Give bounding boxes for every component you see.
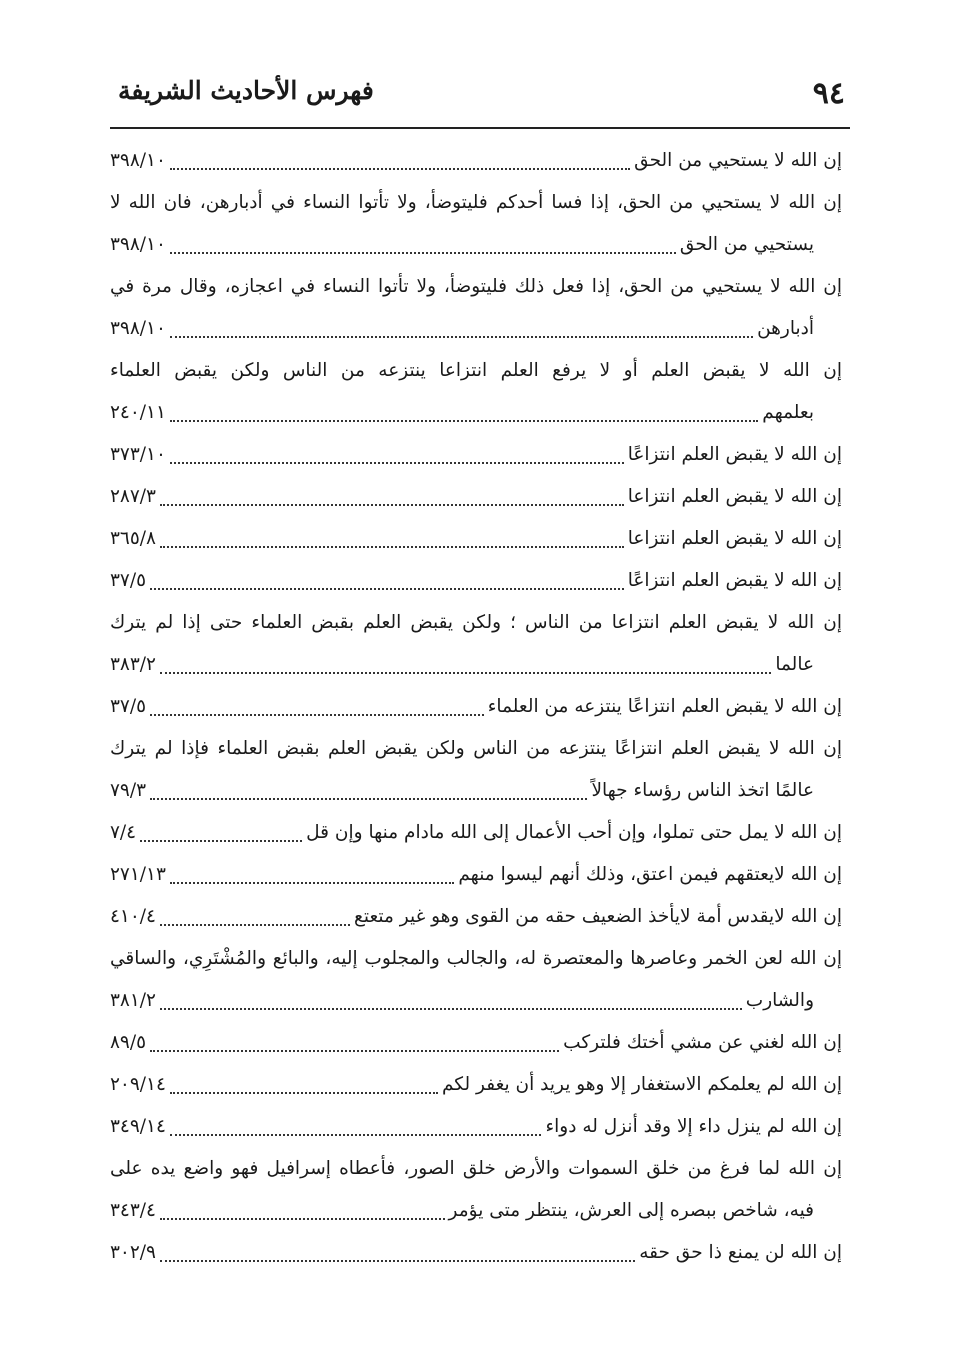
index-entry	[110, 266, 842, 350]
entry-first-line	[110, 518, 842, 560]
index-entry	[110, 1106, 842, 1148]
dot-leader	[170, 252, 676, 254]
entry-first-line	[110, 1232, 842, 1274]
index-entry	[110, 434, 842, 476]
hadith-text: إن الله لا يقبض العلم انتزاعا من الناس ؛ ولكن يقبض العلم بقبض العلماء حتى إذا لم يترك	[110, 612, 842, 633]
index-entry	[110, 476, 842, 518]
index-entry	[110, 182, 842, 266]
volume-page-reference: ٧٩/٣	[110, 780, 147, 801]
dot-leader	[150, 798, 587, 800]
hadith-text: يستحيي من الحق	[679, 234, 814, 255]
entry-first-line	[110, 266, 842, 308]
dot-leader	[170, 882, 454, 884]
entry-first-line	[110, 938, 842, 980]
entry-continuation-line	[110, 1190, 842, 1232]
hadith-text: إن الله لا يقبض العلم انتزاعًا	[627, 444, 842, 465]
entry-first-line	[110, 434, 842, 476]
entry-first-line	[110, 182, 842, 224]
dot-leader	[150, 714, 484, 716]
dot-leader	[170, 1092, 438, 1094]
volume-page-reference: ٣٧/٥	[110, 696, 147, 717]
volume-page-reference: ٣٤٣/٤	[110, 1200, 156, 1221]
index-entry	[110, 140, 842, 182]
hadith-text: إن الله لا يقبض العلم انتزاعًا ينتزعه من العلماء	[487, 696, 842, 717]
index-entry	[110, 1022, 842, 1064]
hadith-text: إن الله لن يمنع ذا حق حقه	[639, 1242, 842, 1263]
index-entry	[110, 1148, 842, 1232]
index-entry	[110, 686, 842, 728]
volume-page-reference: ٣٧/٥	[110, 570, 147, 591]
entry-continuation-line	[110, 224, 842, 266]
hadith-text: عالمًا اتخذ الناس رؤساء جهالاً	[591, 780, 814, 801]
entry-first-line	[110, 812, 842, 854]
volume-page-reference: ٧/٤	[110, 822, 137, 843]
index-entry	[110, 560, 842, 602]
dot-leader	[170, 420, 758, 422]
volume-page-reference: ٣٠٢/٩	[110, 1242, 156, 1263]
hadith-index-list	[110, 140, 842, 1274]
entry-first-line	[110, 476, 842, 518]
entry-first-line	[110, 686, 842, 728]
hadith-text: إن الله لا يقبض العلم انتزاعًا	[627, 570, 842, 591]
volume-page-reference: ٣٩٨/١٠	[110, 234, 166, 255]
index-entry	[110, 728, 842, 812]
index-entry	[110, 602, 842, 686]
entry-first-line	[110, 1064, 842, 1106]
volume-page-reference: ٤١٠/٤	[110, 906, 156, 927]
index-entry	[110, 1064, 842, 1106]
hadith-text: إن الله لما فرغ من خلق السموات والأرض خلق الصور، فأعطاه إسرافيل فهو واضع يده على	[110, 1158, 842, 1179]
dot-leader	[170, 168, 630, 170]
hadith-text: إن الله لا يستحيي من الحق، إذا فسا أحدكم فليتوضأ، ولا تأتوا النساء في أدبارهن، فان الله لا	[110, 192, 842, 213]
dot-leader	[160, 672, 771, 674]
page-number: ٩٤	[812, 76, 845, 111]
hadith-text: إن الله لا يقبض العلم انتزاعًا ينتزعه من الناس ولكن يقبض العلم بقبض العلماء فإذا لم يترك	[110, 738, 842, 759]
volume-page-reference: ٢٠٩/١٤	[110, 1074, 166, 1095]
entry-continuation-line	[110, 770, 842, 812]
hadith-text: إن الله لم يعلمكم الاستغفار إلا وهو يريد أن يغفر لكم	[441, 1074, 842, 1095]
hadith-text: إن الله لا يقبض العلم انتزاعا	[627, 486, 842, 507]
dot-leader	[150, 588, 624, 590]
hadith-text: إن الله لايعتقهم فيمن اعتق، وذلك أنهم ليسوا منهم	[458, 864, 842, 885]
entry-first-line	[110, 728, 842, 770]
entry-first-line	[110, 896, 842, 938]
volume-page-reference: ٢٤٠/١١	[110, 402, 166, 423]
volume-page-reference: ٣٦٥/٨	[110, 528, 156, 549]
volume-page-reference: ٣٨١/٢	[110, 990, 156, 1011]
index-entry	[110, 1232, 842, 1274]
volume-page-reference: ٣٩٨/١٠	[110, 150, 166, 171]
hadith-text: إن الله لم ينزل داء إلا وقد أنزل له دواء	[545, 1116, 842, 1137]
entry-first-line	[110, 602, 842, 644]
hadith-text: فيه، شاخص ببصره إلى العرش، ينتظر متى يؤمر	[448, 1200, 814, 1221]
entry-first-line	[110, 350, 842, 392]
dot-leader	[170, 336, 753, 338]
index-entry	[110, 350, 842, 434]
entry-continuation-line	[110, 980, 842, 1022]
volume-page-reference: ٢٨٧/٣	[110, 486, 156, 507]
index-entry	[110, 938, 842, 1022]
dot-leader	[160, 546, 624, 548]
entry-first-line	[110, 854, 842, 896]
hadith-text: إن الله لا يقبض العلم انتزاعا	[627, 528, 842, 549]
entry-continuation-line	[110, 644, 842, 686]
hadith-text: إن الله لعن الخمر وعاصرها والمعتصرة له، والجالب والمجلوب إليه، والبائع والمُشْتَرِي، والساقي	[110, 948, 842, 969]
hadith-text: إن الله لا يستحيي من الحق، إذا فعل ذلك فليتوضأ، ولا تأتوا النساء في اعجازه، وقال مرة في	[110, 276, 842, 297]
page-header	[110, 70, 850, 120]
hadith-text: إن الله لا يستحيي من الحق	[634, 150, 842, 171]
volume-page-reference: ٣٩٨/١٠	[110, 318, 166, 339]
dot-leader	[170, 462, 624, 464]
running-title: فهرس الأحاديث الشريفة	[118, 76, 374, 105]
entry-continuation-line	[110, 392, 842, 434]
dot-leader	[170, 1134, 542, 1136]
entry-first-line	[110, 1106, 842, 1148]
volume-page-reference: ٨٩/٥	[110, 1032, 147, 1053]
entry-first-line	[110, 140, 842, 182]
hadith-text: أدبارهن	[757, 318, 814, 339]
dot-leader	[160, 504, 624, 506]
volume-page-reference: ٢٧١/١٣	[110, 864, 166, 885]
header-rule	[110, 127, 850, 129]
entry-first-line	[110, 560, 842, 602]
volume-page-reference: ٣٧٣/١٠	[110, 444, 166, 465]
hadith-text: إن الله لغني عن مشي أختك فلتركب	[563, 1032, 842, 1053]
dot-leader	[140, 840, 302, 842]
hadith-text: بعلمهم	[762, 402, 814, 423]
hadith-text: إن الله لا يمل حتى تملوا، وإن أحب الأعمال إلى الله مادام منها وإن قل	[306, 822, 842, 843]
dot-leader	[160, 1218, 445, 1220]
index-entry	[110, 896, 842, 938]
entry-first-line	[110, 1148, 842, 1190]
dot-leader	[160, 1260, 635, 1262]
hadith-text: عالما	[775, 654, 814, 675]
volume-page-reference: ٣٨٣/٢	[110, 654, 156, 675]
dot-leader	[160, 924, 350, 926]
index-entry	[110, 518, 842, 560]
entry-continuation-line	[110, 308, 842, 350]
index-entry	[110, 854, 842, 896]
hadith-text: إن الله لايقدس أمة لايأخذ الضعيف حقه من القوى وهو غير متعتع	[354, 906, 842, 927]
entry-first-line	[110, 1022, 842, 1064]
index-entry	[110, 812, 842, 854]
volume-page-reference: ٣٤٩/١٤	[110, 1116, 166, 1137]
dot-leader	[150, 1050, 559, 1052]
dot-leader	[160, 1008, 742, 1010]
hadith-text: والشارب	[745, 990, 814, 1011]
hadith-text: إن الله لا يقبض العلم أو لا يرفع العلم انتزاعا ينتزعه من الناس ولكن يقبض العلماء	[110, 360, 842, 381]
